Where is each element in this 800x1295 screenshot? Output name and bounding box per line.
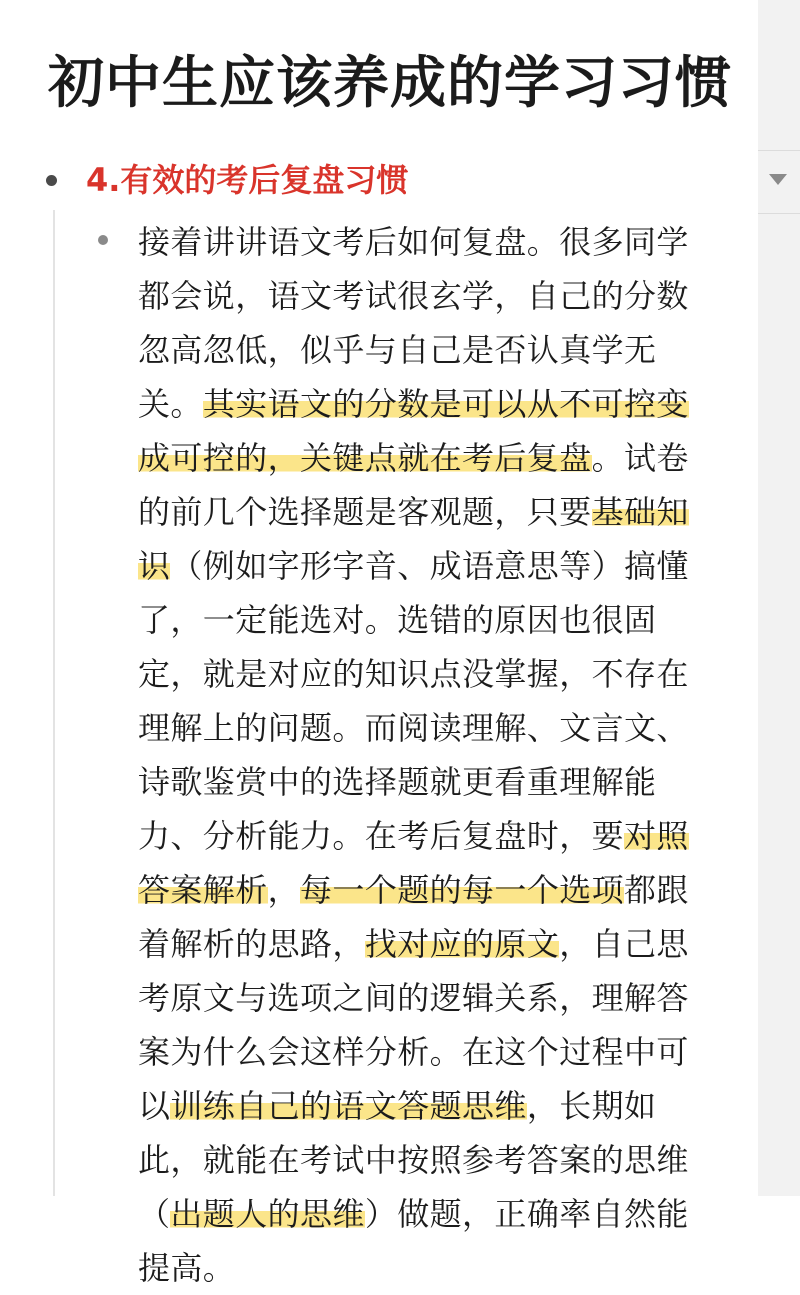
text-segment: ，长期如 <box>526 1087 657 1125</box>
text-segment: 都跟 <box>624 871 689 909</box>
highlighted-text: 出题人的思维 <box>170 1195 365 1233</box>
text-segment: 诗歌鉴赏中的选择题就更看重理解能 <box>138 763 657 801</box>
paragraph-line <box>138 593 718 647</box>
paragraph-line <box>138 1079 718 1133</box>
text-segment: 关。 <box>138 385 203 423</box>
text-segment: 案为什么会这样分析。在这个过程中可 <box>138 1033 689 1071</box>
text-segment: 忽高忽低，似乎与自己是否认真学无 <box>138 331 657 369</box>
paragraph-line <box>138 485 718 539</box>
paragraph-line <box>138 1133 718 1187</box>
paragraph-line <box>138 323 718 377</box>
text-segment: 接着讲讲语文考后如何复盘。很多同学 <box>138 223 689 261</box>
text-segment: 力、分析能力。在考后复盘时，要 <box>138 817 625 855</box>
paragraph-line <box>138 431 718 485</box>
paragraph-line <box>138 755 718 809</box>
highlighted-text: 基础知 <box>591 493 689 531</box>
highlighted-text: 其实语文的分数是可以从不可控变 <box>202 385 689 423</box>
outline-guide-line <box>53 210 55 1196</box>
highlighted-text: 训练自己的语文答题思维 <box>170 1087 527 1125</box>
section-heading[interactable]: 4.有效的考后复盘习惯 <box>86 161 409 199</box>
paragraph-line <box>138 1025 718 1079</box>
paragraph-line <box>138 215 718 269</box>
paragraph-line <box>138 269 718 323</box>
paragraph-line <box>138 1241 718 1295</box>
highlighted-text: 对照 <box>624 817 689 855</box>
text-segment: （例如字形字音、成语意思等）搞懂 <box>170 547 689 585</box>
side-divider <box>758 213 800 214</box>
text-segment: 都会说，语文考试很玄学，自己的分数 <box>138 277 689 315</box>
paragraph-line <box>138 1187 718 1241</box>
highlighted-text: 识 <box>138 547 171 585</box>
text-segment: 了，一定能选对。选错的原因也很固 <box>138 601 657 639</box>
paragraph-line <box>138 647 718 701</box>
text-segment: ）做题，正确率自然能 <box>364 1195 689 1233</box>
paragraph-line <box>138 809 718 863</box>
paragraph-line <box>138 917 718 971</box>
text-segment: 定，就是对应的知识点没掌握，不存在 <box>138 655 689 693</box>
paragraph-line <box>138 539 718 593</box>
text-segment: （ <box>138 1195 171 1233</box>
text-segment: 的前几个选择题是客观题，只要 <box>138 493 592 531</box>
highlighted-text: 答案解析 <box>138 871 268 909</box>
page-title: 初中生应该养成的学习习惯 <box>48 51 732 116</box>
text-segment: 着解析的思路， <box>138 925 365 963</box>
text-segment: 此，就能在考试中按照参考答案的思维 <box>138 1141 689 1179</box>
bullet-dot-icon <box>98 235 108 245</box>
bullet-dot-icon <box>46 175 57 186</box>
paragraph-line <box>138 701 718 755</box>
highlighted-text: 每一个题的每一个选项 <box>300 871 625 909</box>
text-segment: ， <box>267 871 301 909</box>
text-segment: 。试卷 <box>591 439 689 477</box>
side-divider <box>758 150 800 151</box>
text-segment: 提高。 <box>138 1249 236 1287</box>
text-segment: ，自己思 <box>559 925 689 963</box>
highlighted-text: 找对应的原文 <box>364 925 560 963</box>
paragraph-line <box>138 971 718 1025</box>
text-segment: 考原文与选项之间的逻辑关系，理解答 <box>138 979 689 1017</box>
paragraph-line <box>138 863 718 917</box>
text-segment: 以 <box>138 1087 171 1125</box>
paragraph-line <box>138 377 718 431</box>
paragraph-body[interactable] <box>138 215 718 1295</box>
highlighted-text: 成可控的，关键点就在考后复盘 <box>138 439 592 477</box>
text-segment: 理解上的问题。而阅读理解、文言文、 <box>138 709 689 747</box>
triangle-down-icon[interactable] <box>769 174 787 185</box>
